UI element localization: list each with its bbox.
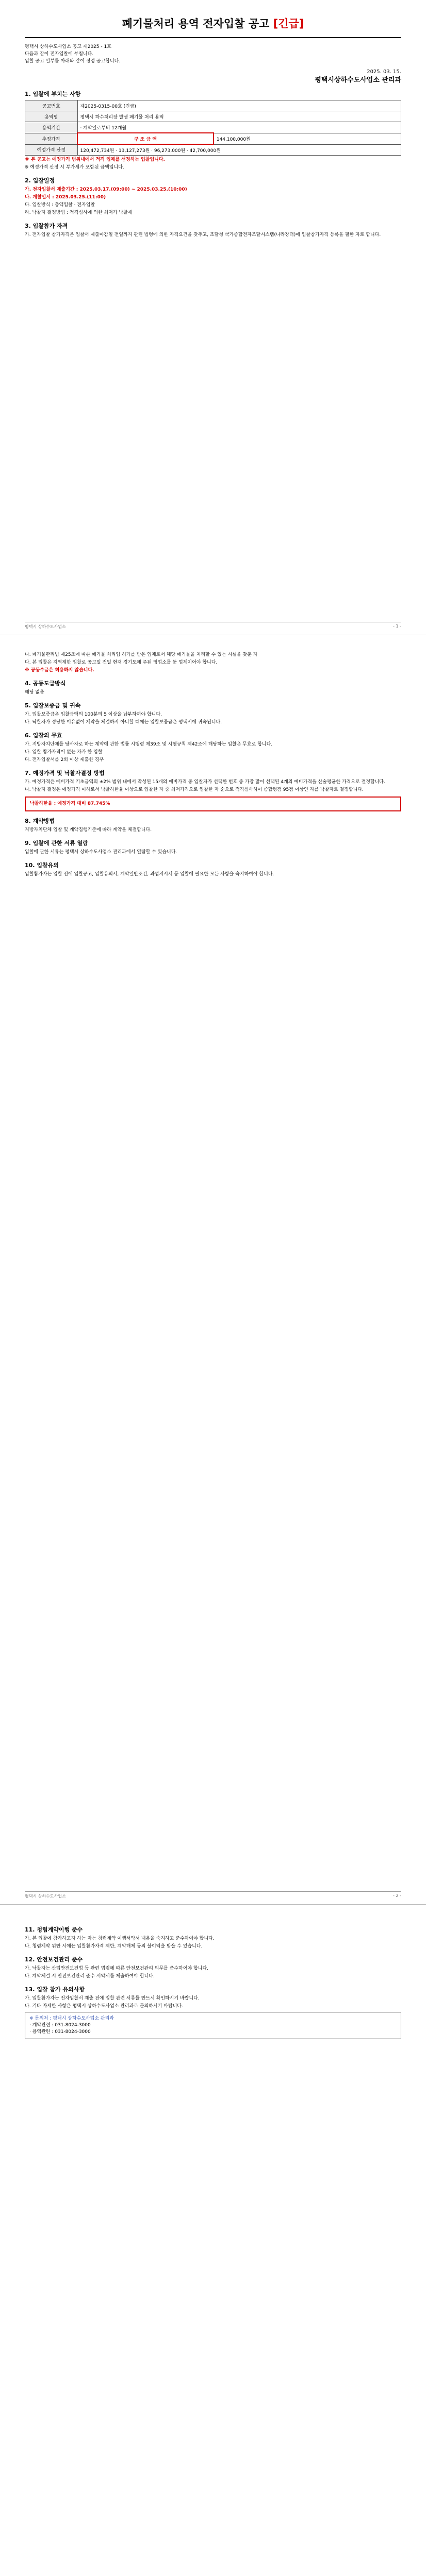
list-item: 가. 전자입찰서 제출기간 : 2025.03.17.(09:00) ~ 2025.03.25.(10:00) <box>25 187 187 192</box>
section-heading: 2. 입찰일정 <box>25 177 55 184</box>
title-divider <box>25 37 401 38</box>
list-item: 지방자치단체 입찰 및 계약집행기준에 따라 계약을 체결합니다. <box>25 827 152 833</box>
table-row: 용역명 평택시 하수처리장 발생 폐기물 처리 용역 <box>25 111 401 122</box>
contact-box: ※ 문의처 : 평택시 상하수도사업소 관리과 · 계약관련 : 031-8024-3000 · 용역관련 : 031-8024-3000 <box>25 2012 401 2039</box>
section-heading: 7. 예정가격 및 낙찰자결정 방법 <box>25 770 105 776</box>
list-item: 가. 본 입찰에 참가하고자 하는 자는 청렴계약 이행서약서 내용을 숙지하고 준수하여야 합니다. <box>25 1936 215 1941</box>
list-item: 다. 본 입찰은 지역제한 입찰로 공고일 전일 현재 경기도에 주된 영업소를 둔 업체이어야 합니다. <box>25 660 218 665</box>
section-heading: 8. 계약방법 <box>25 818 55 824</box>
list-item: 나. 폐기물관리법 제25조에 따른 폐기물 처리업 허가를 받은 업체로서 해당 폐기물을 처리할 수 있는 시설을 갖춘 자 <box>25 652 258 657</box>
list-item: 가. 낙찰자는 산업안전보건법 등 관련 법령에 따른 안전보건관리 의무를 준수하여야 합니다. <box>25 1966 209 1971</box>
list-item: 다. 전자입찰서를 2회 이상 제출한 경우 <box>25 757 104 762</box>
list-item: 나. 청렴계약 위반 시에는 입찰참가자격 제한, 계약해제 등의 불이익을 받을 수 있습니다. <box>25 1944 203 1949</box>
note: ※ 본 공고는 예정가격 범위내에서 적격 업체를 선정하는 입찰입니다. <box>25 157 165 162</box>
list-item: 가. 전자입찰 참가자격은 입찰서 제출마감일 전일까지 관련 법령에 의한 자격요건을 갖추고, 조달청 국가종합전자조달시스템(나라장터)에 입찰참가자격 등록을 필한 자로 합니다. <box>25 232 381 238</box>
list-item: 나. 기타 자세한 사항은 평택시 상하수도사업소 관리과로 문의하시기 바랍니다. <box>25 2004 183 2009</box>
list-item: 다. 입찰방식 : 총액입찰 · 전자입찰 <box>25 202 95 208</box>
section-heading: 4. 공동도급방식 <box>25 680 66 687</box>
list-item: 나. 계약체결 시 안전보건관리 준수 서약서를 제출하여야 합니다. <box>25 1974 155 1979</box>
list-item: 입찰에 관한 서류는 평택시 상하수도사업소 관리과에서 열람할 수 있습니다. <box>25 850 177 855</box>
list-item: 가. 입찰보증금은 입찰금액의 100분의 5 이상을 납부하여야 합니다. <box>25 712 162 717</box>
list-item: 입찰참가자는 입찰 전에 입찰공고, 입찰유의서, 계약일반조건, 과업지시서 등 입찰에 필요한 모든 사항을 숙지하여야 합니다. <box>25 872 274 877</box>
notice-date: 2025. 03. 15. <box>367 69 401 75</box>
overview-table <box>25 100 401 156</box>
section-heading: 9. 입찰에 관한 서류 열람 <box>25 840 88 846</box>
section-heading: 13. 입찰 참가 유의사항 <box>25 1986 85 1993</box>
notice-meta: 평택시 상하수도사업소 공고 제2025 - 1호 다음과 같이 전자입찰에 부칩니다. 입찰 공고 일부를 아래와 같이 정정 공고합니다. <box>25 44 121 64</box>
section-heading: 3. 입찰참가 자격 <box>25 223 68 229</box>
section-heading: 6. 입찰의 무효 <box>25 732 62 739</box>
list-item: 나. 입찰 참가자격이 없는 자가 한 입찰 <box>25 750 103 755</box>
list-item: 나. 개찰일시 : 2025.03.25.(11:00) <box>25 195 106 200</box>
table-row: 예정가격 산정 120,472,734원 · 13,127,273원 · 96,273,000원 · 42,700,000원 <box>25 144 401 156</box>
list-item: 가. 입찰참가자는 전자입찰서 제출 전에 입찰 관련 서류를 반드시 확인하시기 바랍니다. <box>25 1996 200 2001</box>
section-heading: 12. 안전보건관리 준수 <box>25 1956 83 1963</box>
table-row: 공고번호 제2025-0315-00호 (긴급) <box>25 100 401 111</box>
list-item: 라. 낙찰자 결정방법 : 적격심사에 의한 최저가 낙찰제 <box>25 210 133 215</box>
notice-org: 평택시상하수도사업소 관리과 <box>315 76 401 84</box>
highlight-note: ※ 공동수급은 허용하지 않습니다. <box>25 668 94 673</box>
section-heading: 10. 입찰유의 <box>25 862 59 869</box>
date-block <box>25 68 401 84</box>
table-row: 추정가격 구 조 금 액 144,100,000원 <box>25 133 401 144</box>
page-2 <box>0 635 426 1904</box>
list-item: 가. 예정가격은 예비가격 기초금액의 ±2% 범위 내에서 작성된 15개의 예비가격 중 입찰자가 선택한 번호 중 가장 많이 선택된 4개의 예비가격을 산술평균한 가격으로 결정합니다. <box>25 779 385 785</box>
page-title: 폐기물처리 용역 전자입찰 공고 [긴급] <box>122 18 304 30</box>
page-footer: 평택시 상하수도사업소 - 1 - <box>25 622 401 630</box>
note: ※ 예정가격 산정 시 부가세가 포함된 금액입니다. <box>25 165 124 170</box>
list-item: 나. 낙찰자 결정은 예정가격 이하로서 낙찰하한율 이상으로 입찰한 자 중 최저가격으로 입찰한 자 순으로 적격심사하여 종합평점 95점 이상인 자를 낙찰자로 결정합니다. <box>25 787 364 792</box>
page-footer: 평택시 상하수도사업소 - 2 - <box>25 1891 401 1899</box>
highlight-cell: 구 조 금 액 <box>77 133 214 144</box>
highlight-box: 낙찰하한율 : 예정가격 대비 87.745% <box>25 796 401 811</box>
section-heading: 5. 입찰보증금 및 귀속 <box>25 702 81 709</box>
list-item: 나. 낙찰자가 정당한 이유없이 계약을 체결하지 아니할 때에는 입찰보증금은 평택시에 귀속됩니다. <box>25 720 222 725</box>
list-item: 가. 지방자치단체를 당사자로 하는 계약에 관한 법률 시행령 제39조 및 시행규칙 제42조에 해당하는 입찰은 무효로 합니다. <box>25 742 273 747</box>
section-heading: 1. 입찰에 부치는 사항 <box>25 91 81 97</box>
section-heading: 11. 청렴계약이행 준수 <box>25 1926 83 1933</box>
page-3 <box>0 1904 426 2576</box>
page-1 <box>0 0 426 635</box>
urgent-tag: [긴급] <box>273 18 304 30</box>
table-row: 용역기간 · 계약일로부터 12개월 <box>25 122 401 133</box>
list-item: 해당 없음 <box>25 690 44 695</box>
